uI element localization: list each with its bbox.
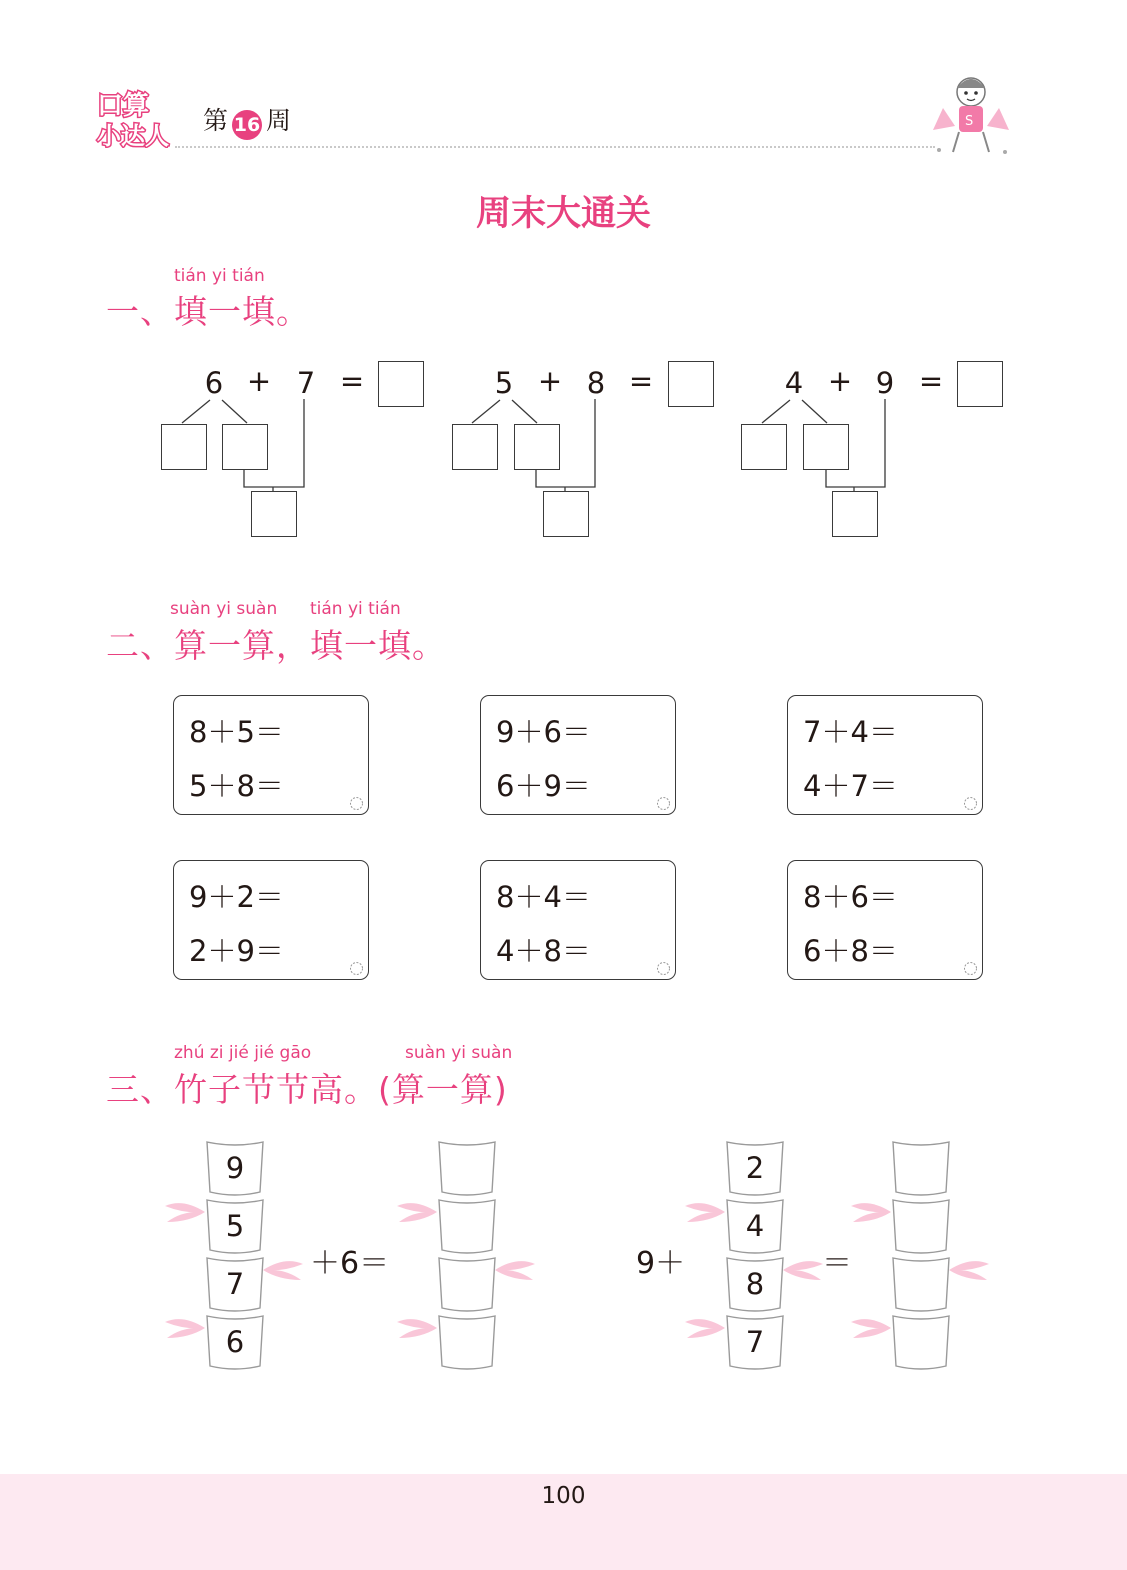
p2-plus: + [537, 364, 563, 398]
p2-split-box-2[interactable] [514, 424, 560, 470]
bamboo-left-answer [397, 1142, 535, 1369]
equation-line: 6＋8＝ [803, 934, 898, 968]
flower-icon [962, 795, 979, 812]
equation-card [480, 860, 676, 980]
week-number-badge: 16 [232, 110, 262, 140]
p1-equals: = [339, 364, 365, 398]
equation-line: 9＋6＝ [496, 715, 591, 749]
p1-addend-b: 7 [296, 366, 316, 400]
week-suffix: 周 [266, 106, 292, 135]
svg-text:小达人: 小达人 [97, 122, 169, 148]
p3-answer-box[interactable] [957, 361, 1003, 407]
bamboo-right-prefix: 9＋ [636, 1246, 686, 1281]
flower-icon [348, 795, 365, 812]
equation-line: 2＋9＝ [189, 934, 284, 968]
svg-text:口算: 口算 [97, 91, 150, 121]
bamboo-number: 5 [225, 1209, 245, 1243]
bamboo-number: 7 [745, 1325, 765, 1359]
equation-line: 5＋8＝ [189, 769, 284, 803]
flower-icon [655, 795, 672, 812]
equation-card [787, 860, 983, 980]
equation-line: 6＋9＝ [496, 769, 591, 803]
bamboo-right-equals: ＝ [822, 1246, 852, 1281]
p3-sum-box[interactable] [832, 491, 878, 537]
section3-pinyin-1: zhú zi jié jié gāo [174, 1043, 312, 1063]
section2-title: 二、算一算，填一填。 [106, 626, 446, 665]
bamboo-number: 2 [745, 1151, 765, 1185]
bamboo-illustrations [0, 1120, 1127, 1390]
equation-line: 8＋4＝ [496, 880, 591, 914]
equation-card [173, 860, 369, 980]
equation-line: 4＋7＝ [803, 769, 898, 803]
p3-split-box-2[interactable] [803, 424, 849, 470]
p2-sum-box[interactable] [543, 491, 589, 537]
p2-split-box-1[interactable] [452, 424, 498, 470]
section2-pinyin-2: tián yi tián [310, 599, 401, 619]
p1-addend-a: 6 [204, 366, 224, 400]
p3-plus: + [827, 364, 853, 398]
page-number: 100 [541, 1483, 586, 1509]
equation-line: 4＋8＝ [496, 934, 591, 968]
equation-line: 7＋4＝ [803, 715, 898, 749]
p2-addend-a: 5 [494, 366, 514, 400]
bamboo-left-operation: ＋6＝ [310, 1246, 390, 1281]
svg-text:S: S [965, 114, 974, 129]
p3-addend-b: 9 [875, 366, 895, 400]
make-ten-connectors [0, 0, 1127, 560]
bamboo-number: 6 [225, 1325, 245, 1359]
p2-addend-b: 8 [586, 366, 606, 400]
equation-line: 9＋2＝ [189, 880, 284, 914]
bamboo-number: 7 [225, 1267, 245, 1301]
flower-icon [962, 960, 979, 977]
equation-card [480, 695, 676, 815]
bamboo-right-answer [851, 1142, 989, 1369]
p2-answer-box[interactable] [668, 361, 714, 407]
equation-card [173, 695, 369, 815]
flower-icon [348, 960, 365, 977]
bamboo-number: 8 [745, 1267, 765, 1301]
p3-split-box-1[interactable] [741, 424, 787, 470]
section2-pinyin-1: suàn yi suàn [170, 599, 278, 619]
bamboo-number: 4 [745, 1209, 765, 1243]
week-prefix: 第 [203, 106, 229, 135]
section1-title: 一、填一填。 [106, 292, 310, 331]
page-title: 周末大通关 [475, 194, 651, 234]
equation-line: 8＋6＝ [803, 880, 898, 914]
p1-plus: + [246, 364, 272, 398]
p3-equals: = [918, 364, 944, 398]
section1-pinyin: tián yi tián [174, 266, 265, 286]
bamboo-number: 9 [225, 1151, 245, 1185]
p3-addend-a: 4 [784, 366, 804, 400]
section3-title: 三、竹子节节高。(算一算) [106, 1070, 508, 1109]
p2-equals: = [628, 364, 654, 398]
equation-line: 8＋5＝ [189, 715, 284, 749]
equation-card [787, 695, 983, 815]
section3-pinyin-2: suàn yi suàn [405, 1043, 513, 1063]
flower-icon [655, 960, 672, 977]
